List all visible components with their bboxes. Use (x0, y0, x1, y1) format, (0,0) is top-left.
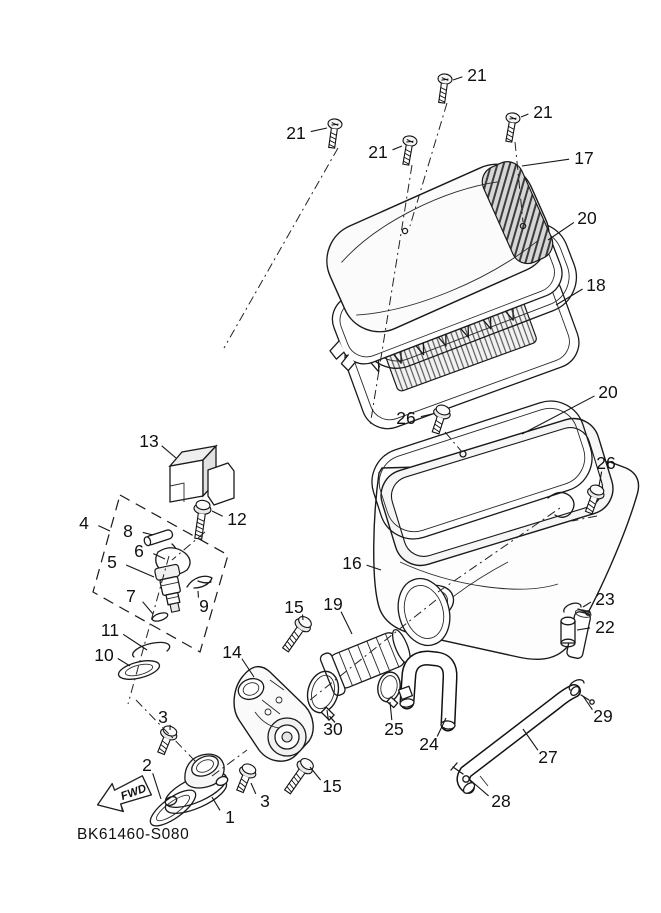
callout-label-14: 14 (222, 642, 242, 662)
callout-label-28: 28 (491, 791, 511, 811)
callout-label-2: 2 (142, 755, 152, 775)
part-21-screw (325, 118, 343, 149)
part-9-clip (187, 576, 212, 588)
callout-leader-8 (143, 532, 153, 535)
callout-label-15: 15 (284, 597, 304, 617)
callout-leader-2 (153, 773, 161, 799)
callout-label-7: 7 (126, 586, 136, 606)
callout-label-21: 21 (533, 102, 553, 122)
callout-label-10: 10 (94, 645, 114, 665)
callout-label-21: 21 (368, 142, 388, 162)
callout-label-12: 12 (227, 509, 247, 529)
callout-label-24: 24 (419, 734, 439, 754)
callout-label-21: 21 (286, 123, 306, 143)
callout-leader-29 (583, 696, 592, 710)
callout-label-19: 19 (323, 594, 343, 614)
part-22-sleeve (561, 617, 575, 647)
part-3-bolt (232, 762, 258, 795)
part-1-intake-manifold (161, 752, 231, 820)
callout-label-1: 1 (225, 807, 235, 827)
fwd-arrow (92, 772, 153, 819)
part-15-bolt (281, 755, 317, 796)
callout-label-3: 3 (158, 707, 168, 727)
callout-label-6: 6 (134, 541, 144, 561)
callout-label-26: 26 (596, 453, 616, 473)
part-12-bolt (190, 499, 212, 540)
callout-leader-5 (126, 565, 154, 577)
part-7-o-ring (151, 611, 168, 623)
part-15-bolt (279, 613, 315, 654)
callout-label-21: 21 (467, 65, 487, 85)
callout-label-27: 27 (538, 747, 558, 767)
callout-leader-21 (311, 128, 327, 132)
callout-label-9: 9 (199, 596, 209, 616)
part-24-breather-hose (399, 658, 456, 730)
part-27-drain-hose (461, 685, 580, 795)
callout-leader-15 (310, 767, 321, 780)
callout-leader-21 (393, 146, 402, 150)
callout-leader-13 (162, 446, 176, 458)
callout-label-20: 20 (598, 382, 618, 402)
callout-label-4: 4 (79, 513, 89, 533)
callout-label-23: 23 (595, 589, 615, 609)
callout-label-13: 13 (139, 431, 159, 451)
callout-leader-21 (521, 114, 528, 117)
callout-leader-10 (118, 659, 130, 666)
callout-leader-3 (251, 783, 256, 794)
callout-leader-12 (212, 511, 223, 516)
callout-label-18: 18 (586, 275, 606, 295)
callout-label-30: 30 (323, 719, 343, 739)
callout-leader-11 (123, 634, 147, 650)
callout-label-20: 20 (577, 208, 597, 228)
callout-leader-20 (548, 222, 574, 240)
callout-label-17: 17 (574, 148, 594, 168)
callout-leader-17 (522, 159, 569, 166)
callout-leader-21 (453, 77, 462, 80)
callout-label-15: 15 (322, 776, 342, 796)
callout-leader-4 (98, 526, 110, 531)
callout-label-11: 11 (100, 620, 120, 640)
callout-leader-7 (143, 602, 153, 614)
callout-label-26: 26 (396, 408, 416, 428)
diagram-code: BK61460-S080 (77, 826, 190, 843)
part-13-bracket (170, 446, 234, 505)
callout-label-22: 22 (595, 617, 615, 637)
callout-label-29: 29 (593, 706, 613, 726)
callout-label-8: 8 (123, 521, 133, 541)
callout-label-25: 25 (384, 719, 404, 739)
part-21-screw (435, 73, 453, 104)
part-21-screw (399, 135, 418, 166)
fwd-label: FWD (119, 782, 149, 803)
callout-leader-27 (523, 729, 538, 750)
part-14-throttle-body (234, 667, 313, 762)
callout-label-3: 3 (260, 791, 270, 811)
callout-label-16: 16 (342, 553, 362, 573)
part-3-bolt (153, 724, 179, 757)
callout-label-5: 5 (107, 552, 117, 572)
part-10-washer (117, 657, 162, 683)
part-21-screw (502, 112, 521, 143)
callout-leader-19 (341, 612, 352, 634)
